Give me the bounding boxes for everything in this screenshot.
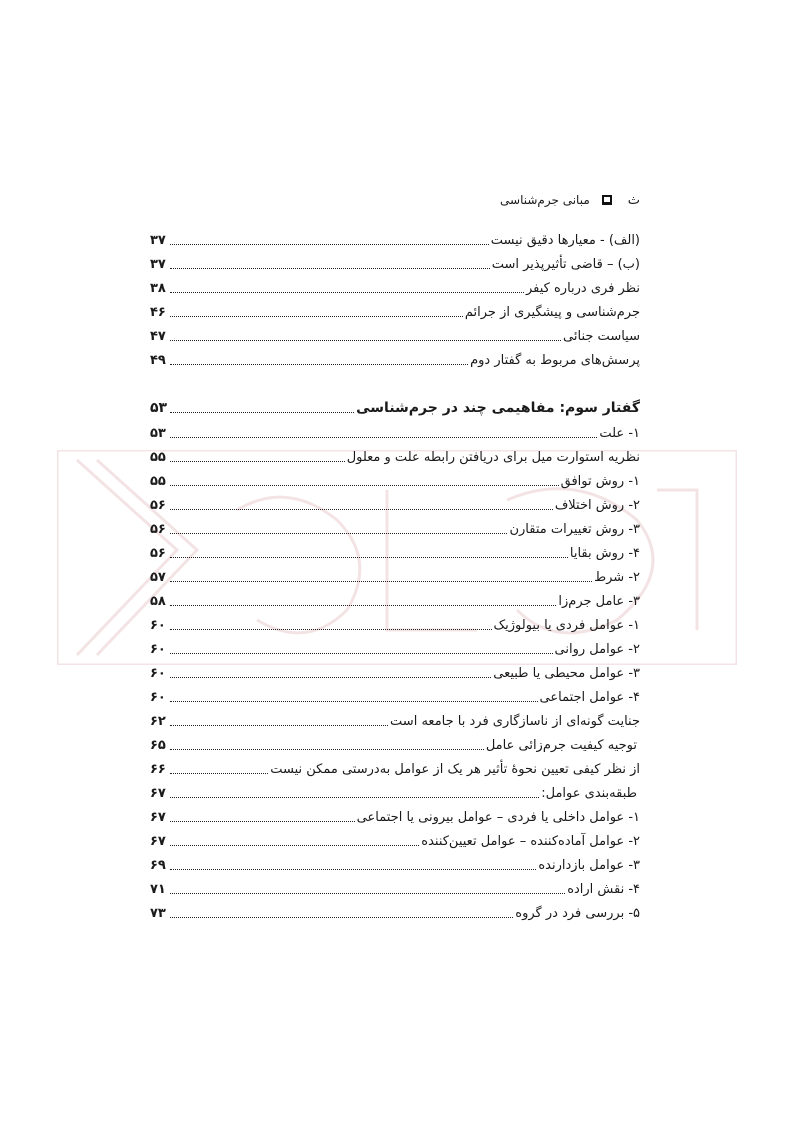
page-number-letter: ث <box>627 192 640 208</box>
toc-entry[interactable] <box>150 299 640 323</box>
toc-entry-page: ۵۸ <box>150 594 166 609</box>
page-header <box>480 188 640 212</box>
toc-entry-page: ۶۶ <box>150 762 166 777</box>
toc-entry[interactable] <box>150 540 640 564</box>
toc-entry-title: جرم‌شناسی و پیشگیری از جرائم <box>464 305 640 320</box>
dot-leader <box>170 749 484 750</box>
dot-leader <box>170 437 597 438</box>
toc-entry-title: ۱- علت <box>599 426 640 441</box>
toc-entry-page: ۶۰ <box>150 690 166 705</box>
dot-leader <box>170 821 355 822</box>
dot-leader <box>170 581 592 582</box>
dot-leader <box>170 461 345 462</box>
toc-entry-page: ۵۶ <box>150 522 166 537</box>
toc-entry-page: ۵۳ <box>150 426 166 441</box>
dot-leader <box>170 893 565 894</box>
toc-entry-title: از نظر کیفی تعیین نحوهٔ تأثیر هر یک از عوامل به‌درستی ممکن نیست <box>270 762 640 777</box>
toc-entry-title: نظریه استوارت میل برای دریافتن رابطه علت و معلول <box>346 450 640 465</box>
toc-entry[interactable] <box>150 756 640 780</box>
toc-entry[interactable] <box>150 732 640 756</box>
dot-leader <box>170 316 463 317</box>
toc-entry[interactable] <box>150 660 640 684</box>
dot-leader <box>170 485 559 486</box>
toc-entry-title: ۲- شرط <box>594 570 640 585</box>
toc-entry[interactable] <box>150 804 640 828</box>
dot-leader <box>170 917 513 918</box>
dot-leader <box>170 340 561 341</box>
toc-entry[interactable] <box>150 444 640 468</box>
dot-leader <box>170 797 539 798</box>
book-title: مبانی جرم‌شناسی <box>500 193 590 207</box>
dot-leader <box>170 509 553 510</box>
square-bullet-icon <box>602 195 612 205</box>
toc-entry[interactable] <box>150 468 640 492</box>
dot-leader <box>170 268 490 269</box>
toc-entry[interactable] <box>150 323 640 347</box>
toc-entry[interactable] <box>150 876 640 900</box>
toc-entry-page: ۶۰ <box>150 666 166 681</box>
toc-entry-title: نظر فری درباره کیفر <box>525 281 640 296</box>
toc-entry[interactable] <box>150 420 640 444</box>
toc-entry[interactable] <box>150 852 640 876</box>
dot-leader <box>170 364 468 365</box>
toc-entry-page: ۶۵ <box>150 738 166 753</box>
toc-entry-title: ۴- عوامل اجتماعی <box>539 690 640 705</box>
toc-entry-title: توجیه کیفیت جرم‌زائی عامل <box>485 738 637 753</box>
toc-entry-page: ۴۶ <box>150 305 166 320</box>
dot-leader <box>170 412 354 413</box>
toc-entry-title: ۱- عوامل داخلی یا فردی – عوامل بیرونی یا اجتماعی <box>356 810 640 825</box>
toc-entry[interactable] <box>150 564 640 588</box>
toc-entry-page: ۶۰ <box>150 642 166 657</box>
dot-leader <box>170 605 556 606</box>
dot-leader <box>170 725 388 726</box>
toc-entry[interactable] <box>150 347 640 371</box>
toc-chapter-title: گفتار سوم: مفاهیمی چند در جرم‌شناسی <box>356 400 640 416</box>
dot-leader <box>170 244 489 245</box>
toc-entry[interactable] <box>150 612 640 636</box>
toc-entry[interactable] <box>150 828 640 852</box>
toc-entry-title: ۳- روش تغییرات متقارن <box>509 522 640 537</box>
toc-entry-page: ۶۹ <box>150 858 166 873</box>
toc-entry-title: ۲- روش اختلاف <box>554 498 640 513</box>
toc-entry-title: (الف) - معیارها دقیق نیست <box>490 233 640 248</box>
toc-entry[interactable] <box>150 227 640 251</box>
toc-entry-title: ۲- عوامل روانی <box>554 642 640 657</box>
toc-entry-title: ۱- روش توافق <box>560 474 640 489</box>
toc-entry[interactable] <box>150 900 640 924</box>
toc-entry-page: ۵۵ <box>150 450 166 465</box>
toc-entry-title: (ب) – قاضی تأثیرپذیر است <box>491 257 640 272</box>
toc-entry[interactable] <box>150 684 640 708</box>
toc-entry[interactable] <box>150 708 640 732</box>
toc-chapter-entry[interactable] <box>150 395 640 419</box>
toc-entry-title: ۳- عامل جرم‌زا <box>558 594 640 609</box>
toc-entry-page: ۵۶ <box>150 498 166 513</box>
toc-entry-title: سیاست جنائی <box>563 329 640 344</box>
dot-leader <box>170 701 538 702</box>
toc-entry-page: ۶۰ <box>150 618 166 633</box>
toc-entry-title: جنایت گونه‌ای از ناسازگاری فرد با جامعه است <box>390 714 640 729</box>
toc-chapter-page: ۵۳ <box>150 400 168 416</box>
toc-entry-title: ۴- روش بقایا <box>569 546 640 561</box>
toc-entry-page: ۶۷ <box>150 810 166 825</box>
toc-entry-title: ۳- عوامل بازدارنده <box>538 858 640 873</box>
toc-entry[interactable] <box>150 516 640 540</box>
toc-entry-title: ۵- بررسی فرد در گروه <box>515 906 640 921</box>
toc-entry-page: ۵۷ <box>150 570 166 585</box>
dot-leader <box>170 677 491 678</box>
toc-entry-title: طبقه‌بندی عوامل: <box>541 786 637 801</box>
toc-entry-page: ۶۷ <box>150 834 166 849</box>
dot-leader <box>170 773 268 774</box>
toc-entry-title: ۲- عوامل آماده‌کننده – عوامل تعیین‌کننده <box>421 834 640 849</box>
dot-leader <box>170 845 419 846</box>
toc-entry[interactable] <box>150 780 640 804</box>
toc-entry[interactable] <box>150 275 640 299</box>
dot-leader <box>170 557 568 558</box>
toc-entry-page: ۶۲ <box>150 714 166 729</box>
toc-entry[interactable] <box>150 588 640 612</box>
toc-entry-page: ۵۶ <box>150 546 166 561</box>
toc-entry[interactable] <box>150 251 640 275</box>
dot-leader <box>170 869 536 870</box>
toc-entry-title: ۴- نقش اراده <box>567 882 640 897</box>
toc-entry-page: ۷۱ <box>150 882 166 897</box>
dot-leader <box>170 292 524 293</box>
toc-entry-title: پرسش‌های مربوط به گفتار دوم <box>470 353 640 368</box>
toc-entry-page: ۳۷ <box>150 233 166 248</box>
toc-entry-page: ۷۳ <box>150 906 166 921</box>
toc-entry-title: ۱- عوامل فردی یا بیولوژیک <box>493 618 640 633</box>
toc-entry[interactable] <box>150 492 640 516</box>
toc-entry-title: ۳- عوامل محیطی یا طبیعی <box>493 666 640 681</box>
toc-entry-page: ۳۸ <box>150 281 166 296</box>
toc-entry-page: ۵۵ <box>150 474 166 489</box>
dot-leader <box>170 629 492 630</box>
toc-entry-page: ۴۹ <box>150 353 166 368</box>
dot-leader <box>170 533 507 534</box>
toc-entry-page: ۴۷ <box>150 329 166 344</box>
toc-entry[interactable] <box>150 636 640 660</box>
toc-entry-page: ۶۷ <box>150 786 166 801</box>
dot-leader <box>170 653 553 654</box>
toc-entry-page: ۳۷ <box>150 257 166 272</box>
